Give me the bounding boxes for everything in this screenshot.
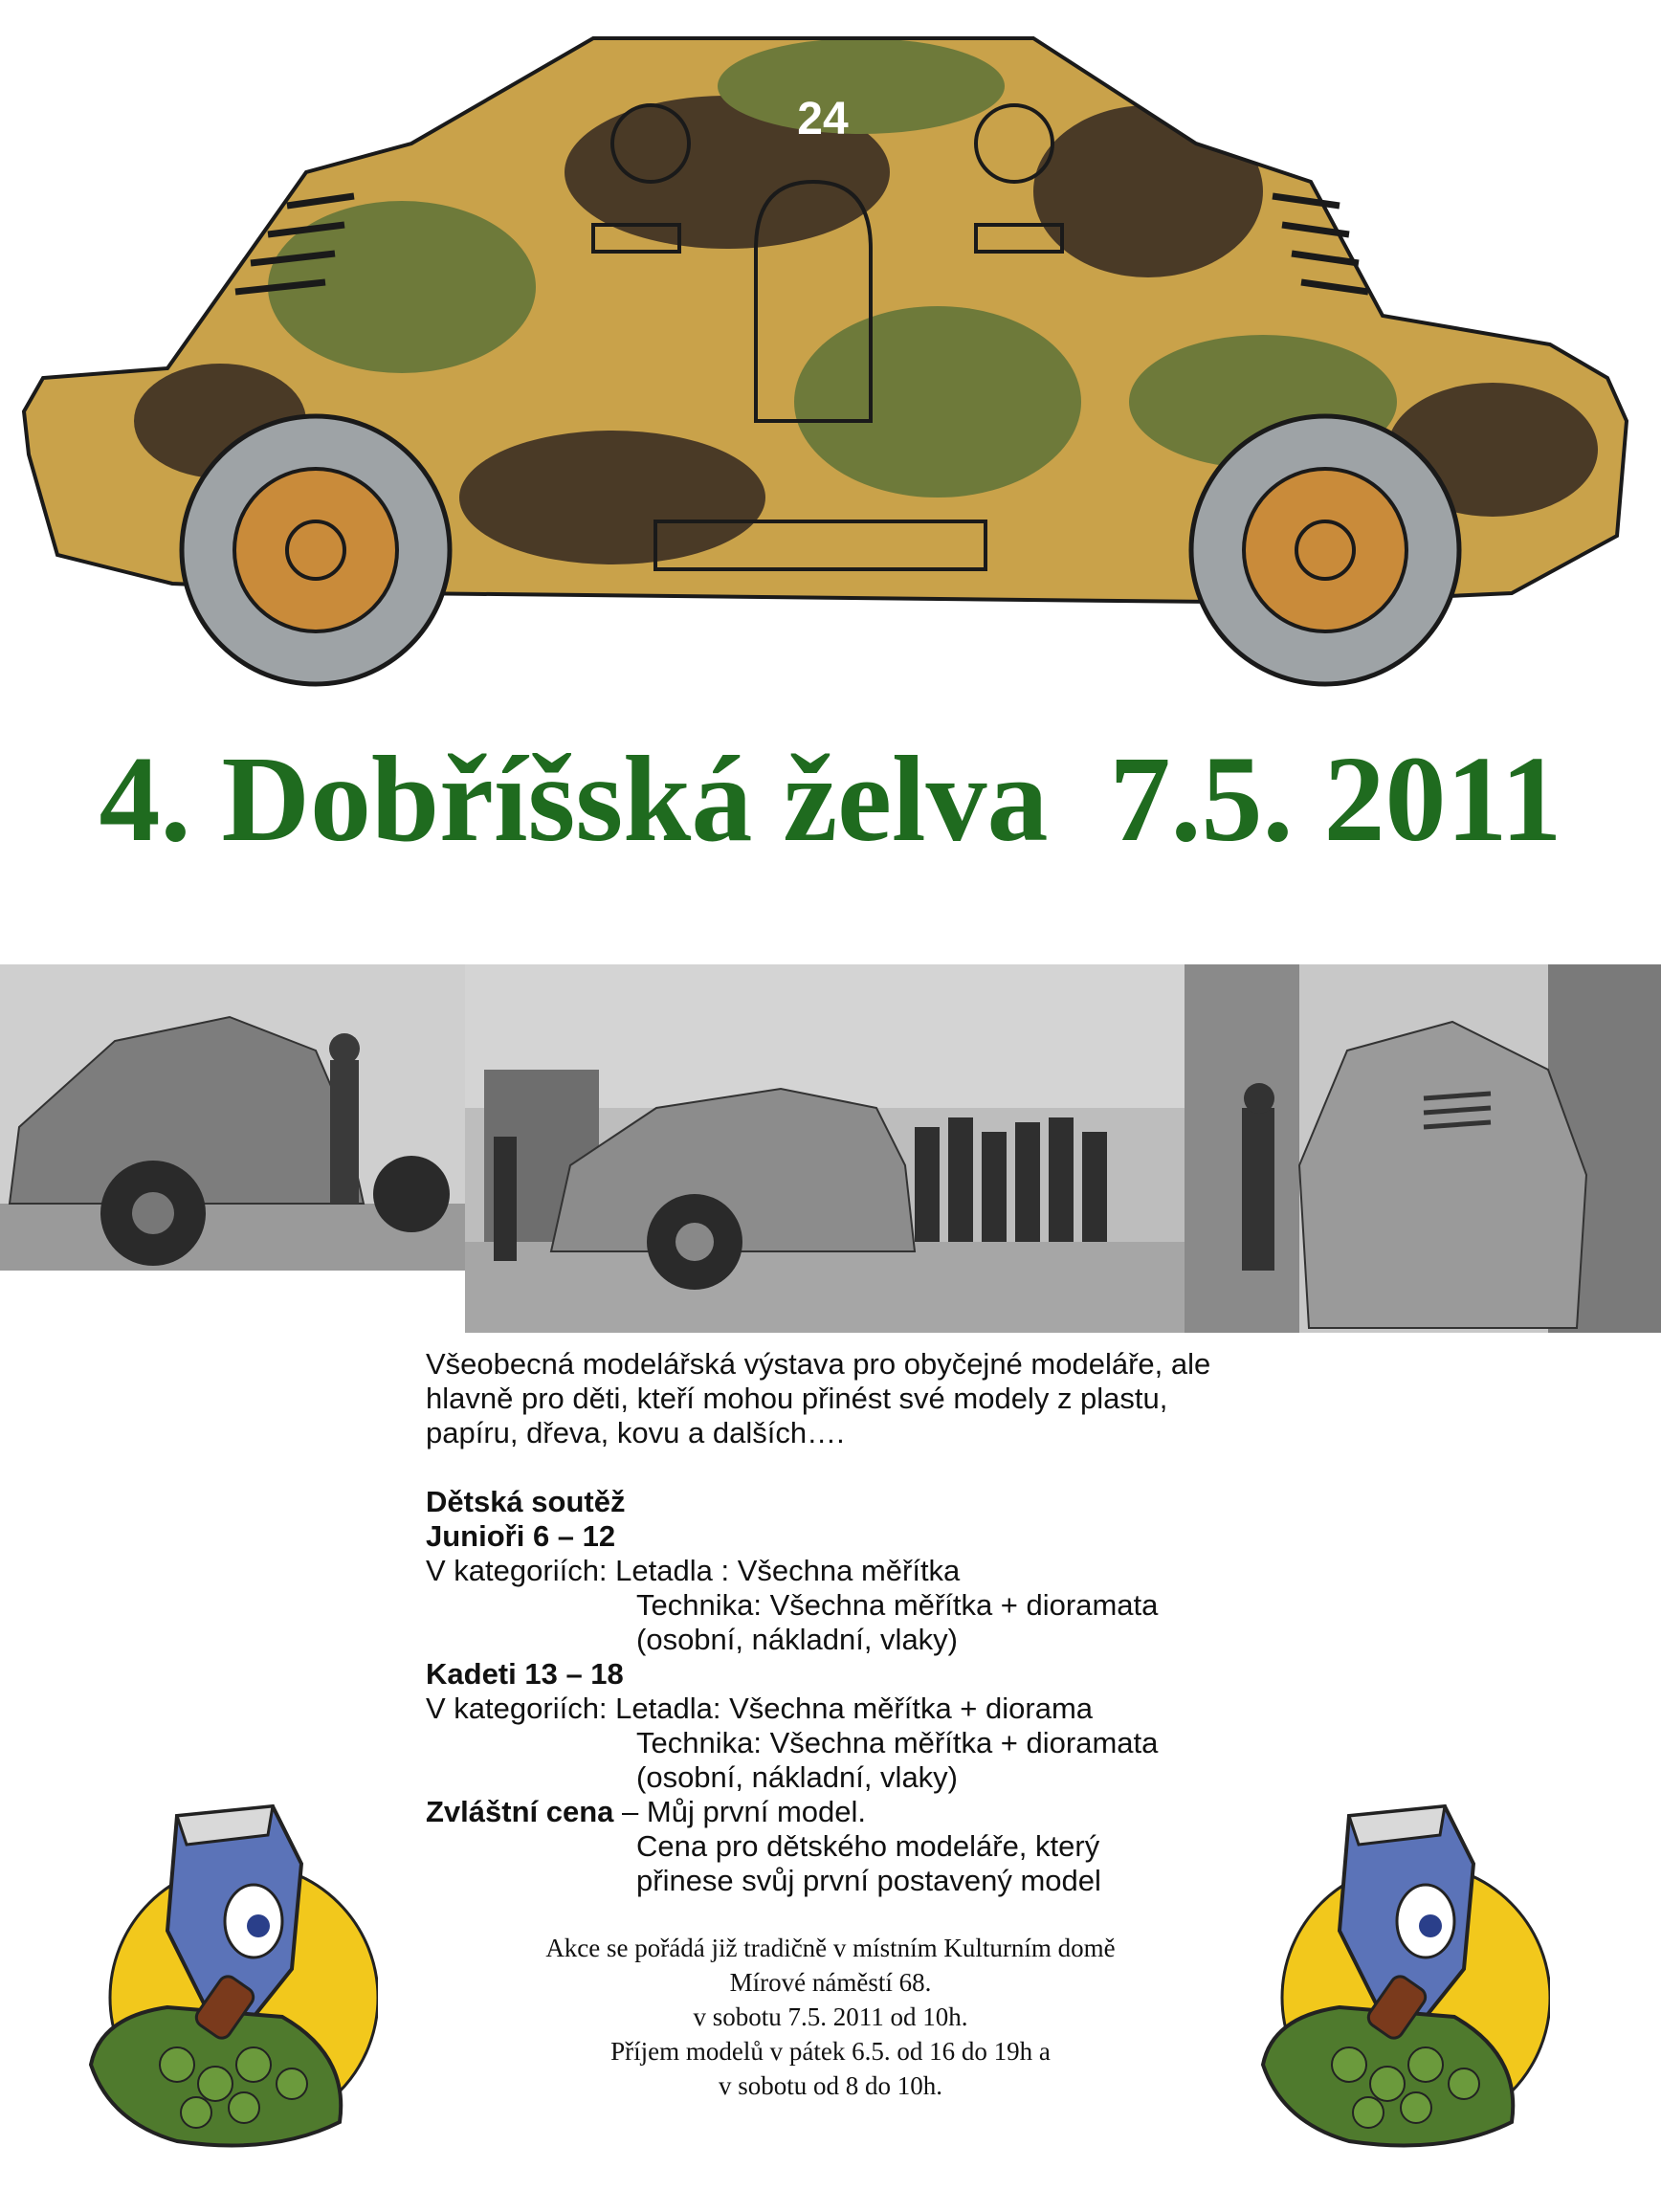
event-line: v sobotu od 8 do 10h. bbox=[718, 2071, 942, 2100]
special-prize-label: Zvláštní cena bbox=[426, 1795, 614, 1828]
juniors-tech-detail: (osobní, nákladní, vlaky) bbox=[636, 1623, 959, 1656]
historic-photo-street bbox=[1185, 964, 1661, 1333]
page-title: 4. Dobříšská želva 7.5. 2011 bbox=[99, 731, 1562, 867]
cadets-tech-detail: (osobní, nákladní, vlaky) bbox=[636, 1760, 959, 1794]
juniors-heading: Junioři 6 – 12 bbox=[426, 1519, 616, 1553]
event-line: Příjem modelů v pátek 6.5. od 16 do 19h a bbox=[610, 2037, 1051, 2066]
armored-car-illustration bbox=[0, 0, 1661, 703]
intro-line: hlavně pro děti, kteří mohou přinést své modely z plastu, bbox=[426, 1382, 1168, 1415]
rear-wheel bbox=[1191, 416, 1459, 684]
cadets-heading: Kadeti 13 – 18 bbox=[426, 1657, 624, 1691]
turtle-mascot-icon bbox=[62, 1778, 378, 2160]
event-line: Mírové náměstí 68. bbox=[729, 1968, 932, 1997]
info-block bbox=[426, 1347, 1287, 1898]
special-prize-line2: Cena pro dětského modeláře, který bbox=[636, 1829, 1100, 1863]
event-line: v sobotu 7.5. 2011 od 10h. bbox=[693, 2002, 968, 2031]
front-wheel bbox=[182, 416, 450, 684]
juniors-tech-line: Technika: Všechna měřítka + dioramata bbox=[636, 1588, 1159, 1622]
cadets-category-line: V kategoriích: Letadla: Všechna měřítka + diorama bbox=[426, 1692, 1094, 1725]
event-line: Akce se pořádá již tradičně v místním Kulturním domě bbox=[545, 1934, 1116, 1962]
cadets-tech-line: Technika: Všechna měřítka + dioramata bbox=[636, 1726, 1159, 1759]
event-details bbox=[431, 1931, 1230, 2103]
intro-line: Všeobecná modelářská výstava pro obyčejné modeláře, ale bbox=[426, 1347, 1211, 1381]
intro-line: papíru, dřeva, kovu a dalších…. bbox=[426, 1416, 845, 1449]
historic-photo-crowd bbox=[465, 964, 1185, 1333]
special-prize-text: – Můj první model. bbox=[613, 1795, 867, 1828]
juniors-category-line: V kategoriích: Letadla : Všechna měřítka bbox=[426, 1554, 961, 1587]
competition-heading: Dětská soutěž bbox=[426, 1485, 626, 1518]
turtle-mascot-icon bbox=[1234, 1778, 1550, 2160]
special-prize-line3: přinese svůj první postavený model bbox=[636, 1864, 1101, 1897]
vehicle-number: 24 bbox=[797, 94, 849, 144]
historic-photo-soldier bbox=[0, 964, 465, 1271]
special-prize-line bbox=[426, 1795, 1287, 1829]
